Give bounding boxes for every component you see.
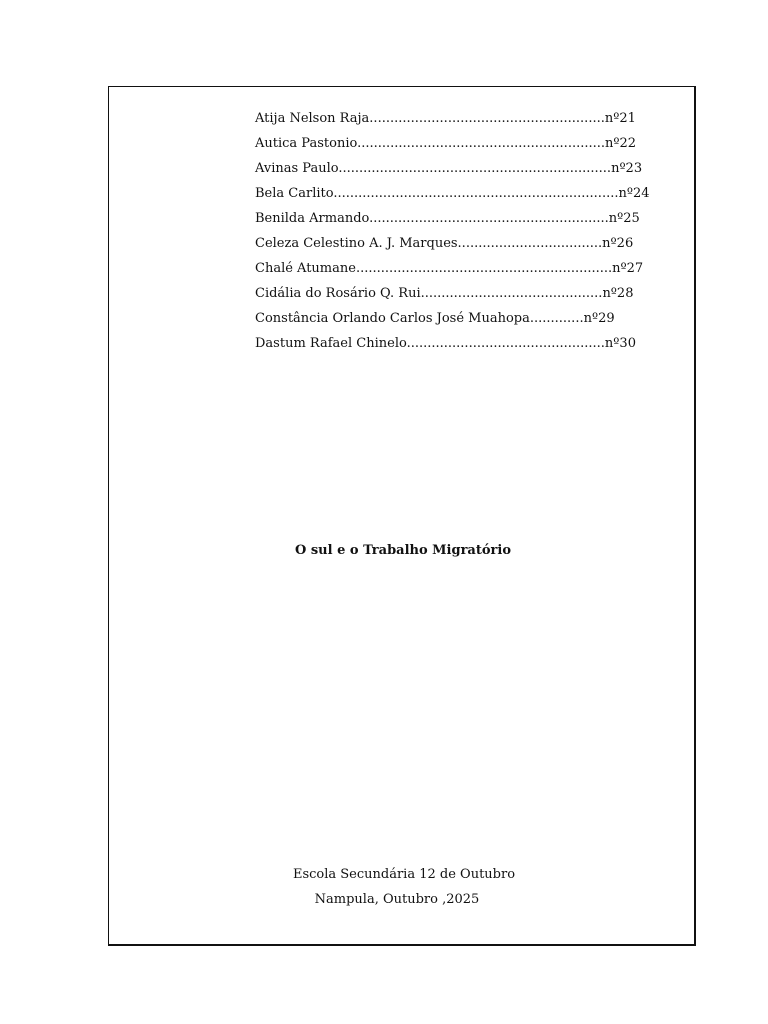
document-title: O sul e o Trabalho Migratório — [294, 543, 511, 558]
list-item: Bela Carlito.....................................................................nº24 — [255, 186, 650, 201]
list-item: Dastum Rafael Chinelo................................................nº30 — [255, 336, 636, 351]
list-item: Cidália do Rosário Q. Rui............................................nº28 — [255, 286, 634, 301]
list-item: Constância Orlando Carlos José Muahopa.............nº29 — [255, 311, 615, 326]
list-item: Autica Pastonio............................................................nº22 — [255, 136, 637, 151]
school-name: Escola Secundária 12 de Outubro — [292, 867, 516, 882]
list-item: Atija Nelson Raja.........................................................nº21 — [255, 111, 636, 126]
place-and-date: Nampula, Outubro ,2025 — [314, 892, 480, 907]
list-item: Celeza Celestino A. J. Marques...................................nº26 — [255, 236, 634, 251]
list-item: Benilda Armando..........................................................nº25 — [255, 211, 640, 226]
group-members-list — [255, 111, 650, 361]
list-item: Chalé Atumane..............................................................nº27 — [255, 261, 644, 276]
list-item: Avinas Paulo..................................................................nº23 — [255, 161, 643, 176]
